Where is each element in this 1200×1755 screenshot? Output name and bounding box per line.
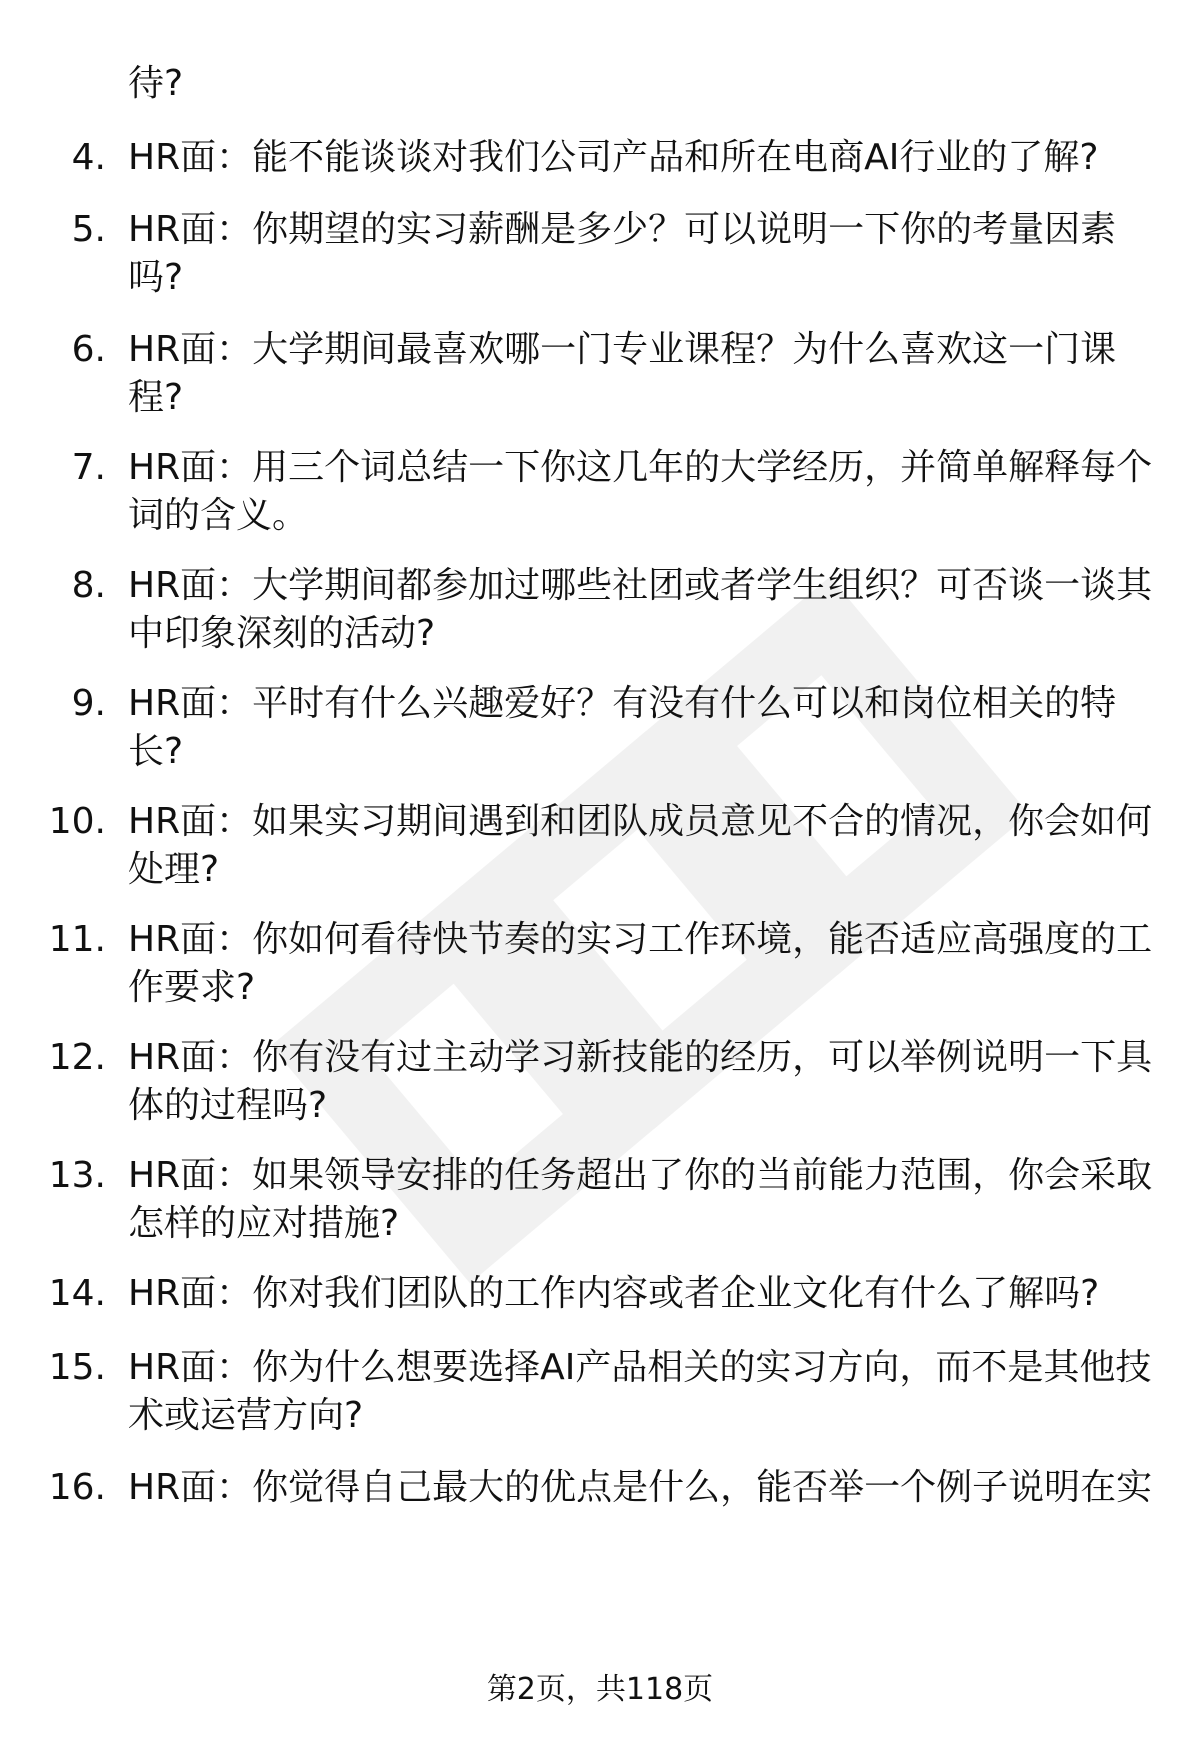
question-text: HR面：你对我们团队的工作内容或者企业文化有什么了解吗?	[128, 1273, 1100, 1314]
question-number: 12.	[48, 1037, 106, 1078]
question-number: 6.	[71, 329, 106, 370]
question-text: HR面：你为什么想要选择AI产品相关的实习方向，而不是其他技术或运营方向?	[128, 1347, 1152, 1436]
question-text: HR面：你有没有过主动学习新技能的经历，可以举例说明一下具体的过程吗?	[128, 1037, 1153, 1126]
question-text: HR面：平时有什么兴趣爱好？有没有什么可以和岗位相关的特长?	[128, 683, 1117, 772]
question-number: 7.	[71, 447, 106, 488]
question-number: 8.	[71, 565, 106, 606]
question-text: HR面：大学期间都参加过哪些社团或者学生组织？可否谈一谈其中印象深刻的活动?	[128, 565, 1153, 654]
page-footer: 第2页，共118页	[486, 1672, 714, 1707]
question-number: 14.	[48, 1273, 106, 1314]
question-number: 4.	[71, 137, 106, 178]
question-number: 5.	[71, 209, 106, 250]
question-number: 13.	[48, 1155, 106, 1196]
question-text: HR面：能不能谈谈对我们公司产品和所在电商AI行业的了解?	[128, 137, 1099, 178]
question-text: HR面：你觉得自己最大的优点是什么，能否举一个例子说明在实	[128, 1467, 1153, 1508]
question-text: HR面：大学期间最喜欢哪一门专业课程？为什么喜欢这一门课程?	[128, 329, 1117, 418]
question-number: 9.	[71, 683, 106, 724]
question-text: HR面：如果领导安排的任务超出了你的当前能力范围，你会采取怎样的应对措施?	[128, 1155, 1153, 1244]
question-number: 16.	[48, 1467, 106, 1508]
question-number: 11.	[48, 919, 106, 960]
question-text: HR面：你期望的实习薪酬是多少？可以说明一下你的考量因素吗?	[128, 209, 1117, 298]
continuation-text: 待?	[128, 63, 184, 104]
question-text: HR面：用三个词总结一下你这几年的大学经历，并简单解释每个词的含义。	[128, 447, 1153, 536]
question-text: HR面：如果实习期间遇到和团队成员意见不合的情况，你会如何处理?	[128, 801, 1153, 890]
question-text: HR面：你如何看待快节奏的实习工作环境，能否适应高强度的工作要求?	[128, 919, 1153, 1008]
question-number: 10.	[48, 801, 106, 842]
question-number: 15.	[48, 1347, 106, 1388]
